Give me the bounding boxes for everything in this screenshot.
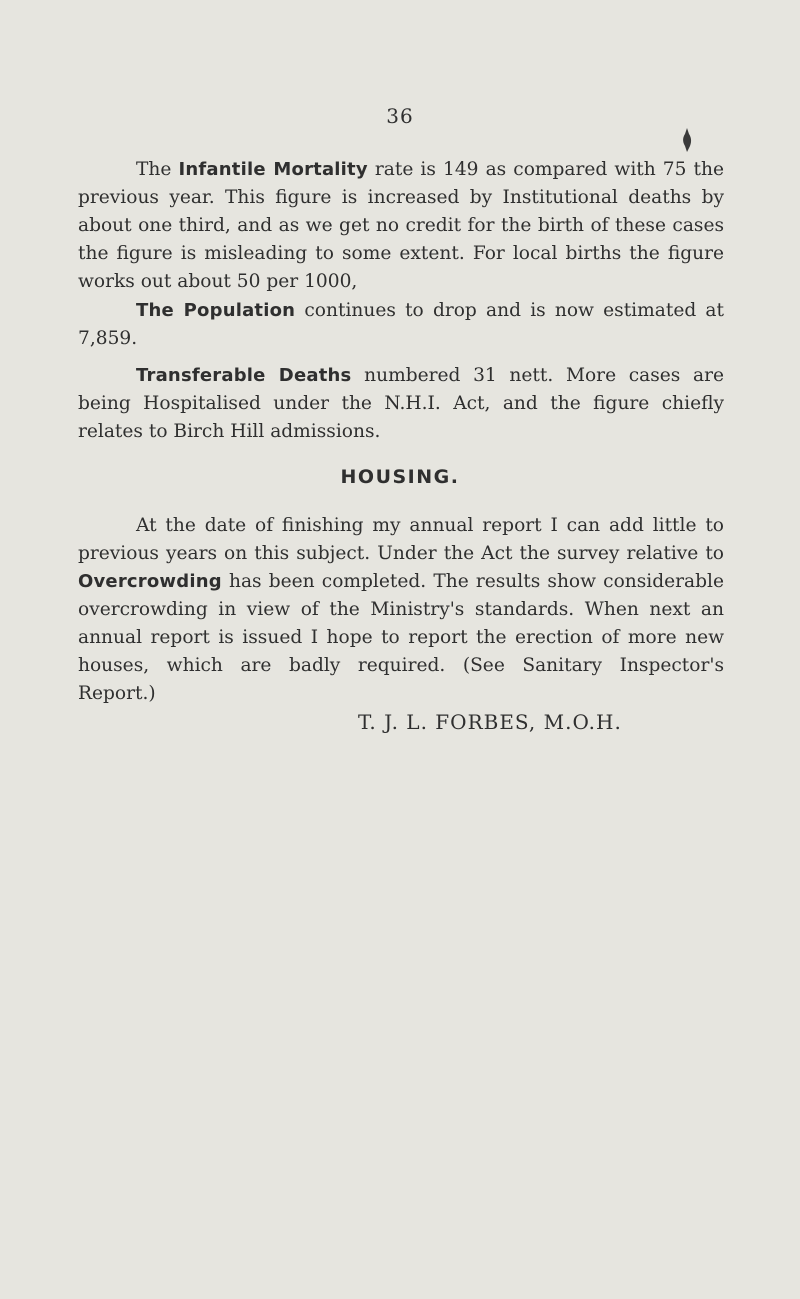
page-number: 36 xyxy=(386,104,414,128)
transferable-deaths-paragraph: Transferable Deaths numbered 31 nett. More cases are being Hospitalised under the N.H.I. Act, and the figure chiefly relates to Birch Hill admissions. xyxy=(78,365,724,442)
housing-paragraph: At the date of finishing my annual report I can add little to previous years on this subject. Under the Act the survey relative to Overcrowding has been completed. The results show considerable overcrowding in view of the Ministry's standards. When next an annual report is issued I hope to report the erection of more new houses, which are badly required. (See Sanitary Inspector's Report.) xyxy=(78,515,724,704)
population-heading: The Population xyxy=(136,300,296,321)
signature: T. J. L. FORBES, M.O.H. xyxy=(358,710,622,734)
overcrowding-heading: Overcrowding xyxy=(78,571,222,592)
housing-section-heading: HOUSING. xyxy=(340,466,460,488)
infantile-mortality-heading: Infantile Mortality xyxy=(178,159,368,180)
population-paragraph: The Population continues to drop and is now estimated at 7,859. xyxy=(78,300,724,349)
ink-blot xyxy=(682,128,692,152)
transferable-deaths-heading: Transferable Deaths xyxy=(136,365,352,386)
infantile-mortality-paragraph: The Infantile Mortality rate is 149 as compared with 75 the previous year. This figure is increased by Institutional deaths by about one third, and as we get no credit for the birth of these cases the figure is misleading to some extent. For local births the figure works out about 50 per 1000, xyxy=(78,159,725,292)
